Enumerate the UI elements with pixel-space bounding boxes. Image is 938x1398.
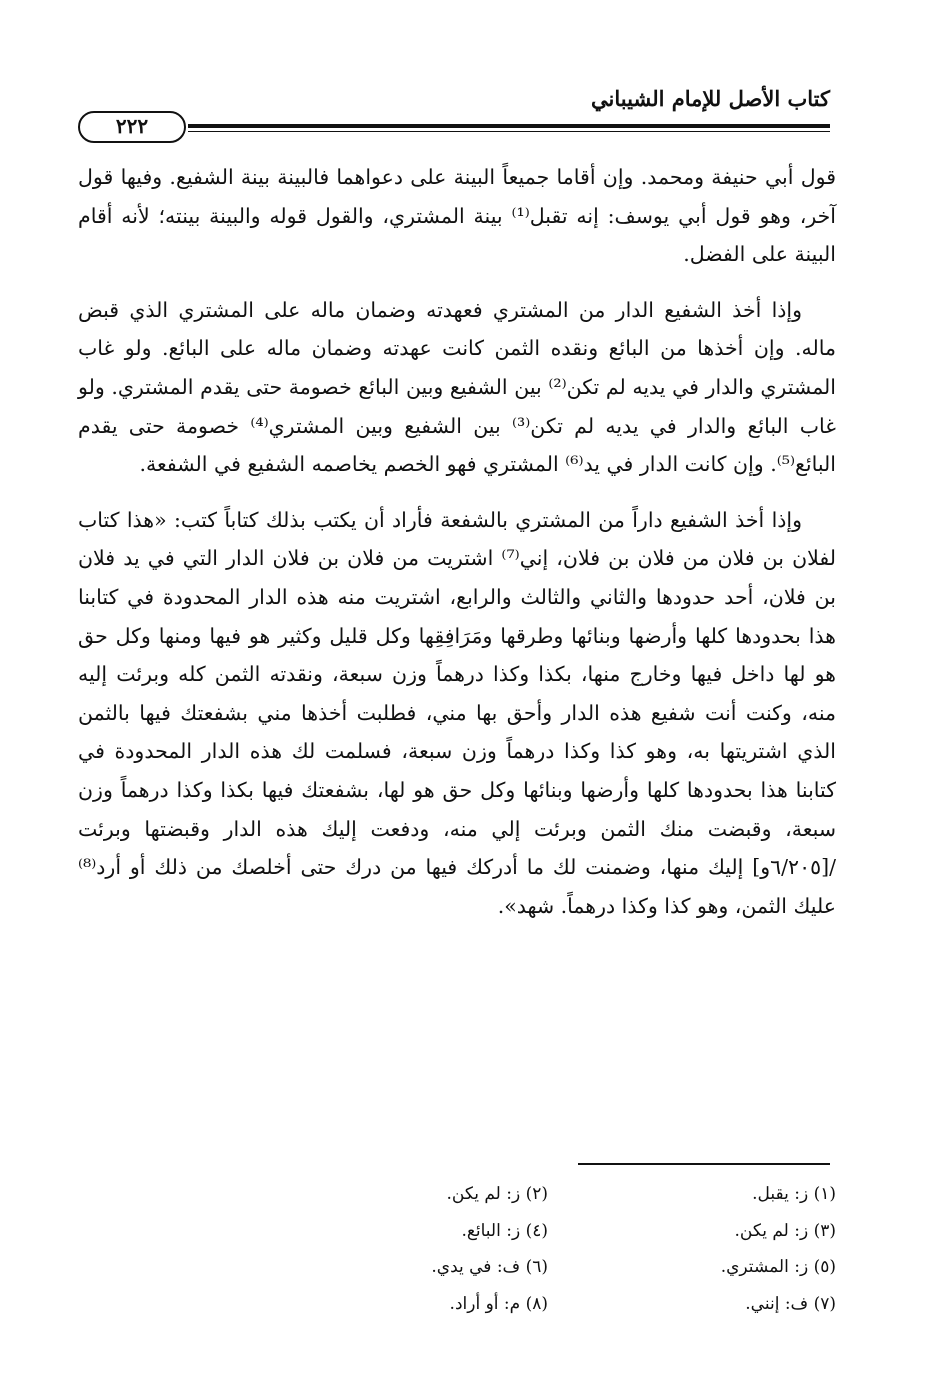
paragraph: وإذا أخذ الشفيع الدار من المشتري فعهدته وضمان ماله على المشتري الذي قبض ماله. وإن أخذها من البائع ونقده الثمن كانت عهدته وضمان ماله على البائع. ولو غاب المشتري والدار في يديه لم تكن⁽²⁾ بين الشفيع وبين البائع خصومة حتى يقدم المشتري. ولو غاب البائع والدار في يديه لم تكن⁽³⁾ بين الشفيع وبين المشتري⁽⁴⁾ خصومة حتى يقدم البائع⁽⁵⁾. وإن كانت الدار في يد⁽⁶⁾ المشتري فهو الخصم يخاصمه الشفيع في الشفعة. xyxy=(78,297,836,477)
book-title: كتاب الأصل للإمام الشيباني xyxy=(591,86,830,111)
footnote: (٣) ز: لم يكن. xyxy=(734,1220,836,1241)
page-number: ٢٢٢ xyxy=(78,111,186,143)
footnote: (٥) ز: المشتري. xyxy=(720,1257,836,1277)
main-text xyxy=(78,158,836,925)
footnote-separator xyxy=(578,1163,830,1165)
paragraph: قول أبي حنيفة ومحمد. وإن أقاما جميعاً البينة على دعواهما فالبينة بينة الشفيع. وفيها قول آخر، وهو قول أبي يوسف: إنه تقبل⁽¹⁾ بينة المشتري، والقول قوله والبينة بينته؛ لأنه أقام البينة على الفضل. xyxy=(78,165,837,267)
paragraph: وإذا أخذ الشفيع داراً من المشتري بالشفعة فأراد أن يكتب بذلك كتاباً كتب: «هذا كتاب لفلان بن فلان من فلان بن فلان، إني⁽⁷⁾ اشتريت من فلان بن فلان الدار التي في يد فلان بن فلان، أحد حدودها والثاني والثالث والرابع، اشتريت منه هذه الدار المحدودة في كتابنا هذا بحدودها كلها وأرضها وبنائها وطرقها ومَرَافِقِها وكل قليل وكثير هو فيها ومنها وكل حق هو لها داخل فيها وخارج منها، بكذا وكذا درهماً وزن سبعة، ونقدته الثمن كله وبرئت إليه منه، وكنت أنت شفيع هذه الدار وأحق بها مني، فطلبت أخذها مني بشفعتك فيها بالثمن الذي اشتريتها به، وهو كذا وكذا درهماً وزن سبعة، فسلمت لك هذه الدار المحدودة في كتابنا هذا بحدودها كلها وأرضها وبنائها وكل حق هو لها، بشفعتك فيها بكذا وكذا درهماً وزن سبعة، وقبضت منك الثمن وبرئت إلي منه، ودفعت إليك هذه الدار وقبضتها وبرئت /[٦/٢٠٥و] إليك منها، وضمنت لك ما أدركك فيها من درك حتى أخلصك من ذلك أو أرد⁽⁸⁾ عليك الثمن، وهو كذا وكذا درهماً. شهد». xyxy=(78,507,836,918)
footnote: (٦) ف: في يدي. xyxy=(431,1257,548,1277)
footnote: (٨) م: أو أراد. xyxy=(449,1293,548,1314)
footnotes xyxy=(260,1176,836,1322)
footnote: (٢) ز: لم يكن. xyxy=(446,1184,548,1204)
footnote: (٤) ز: البائع. xyxy=(461,1220,548,1241)
footnote: (٧) ف: إنني. xyxy=(745,1293,836,1314)
page-header xyxy=(78,76,830,146)
footnote: (١) ز: يقبل. xyxy=(752,1184,836,1204)
header-rule-thin xyxy=(188,131,830,132)
header-rule-thick xyxy=(188,124,830,128)
